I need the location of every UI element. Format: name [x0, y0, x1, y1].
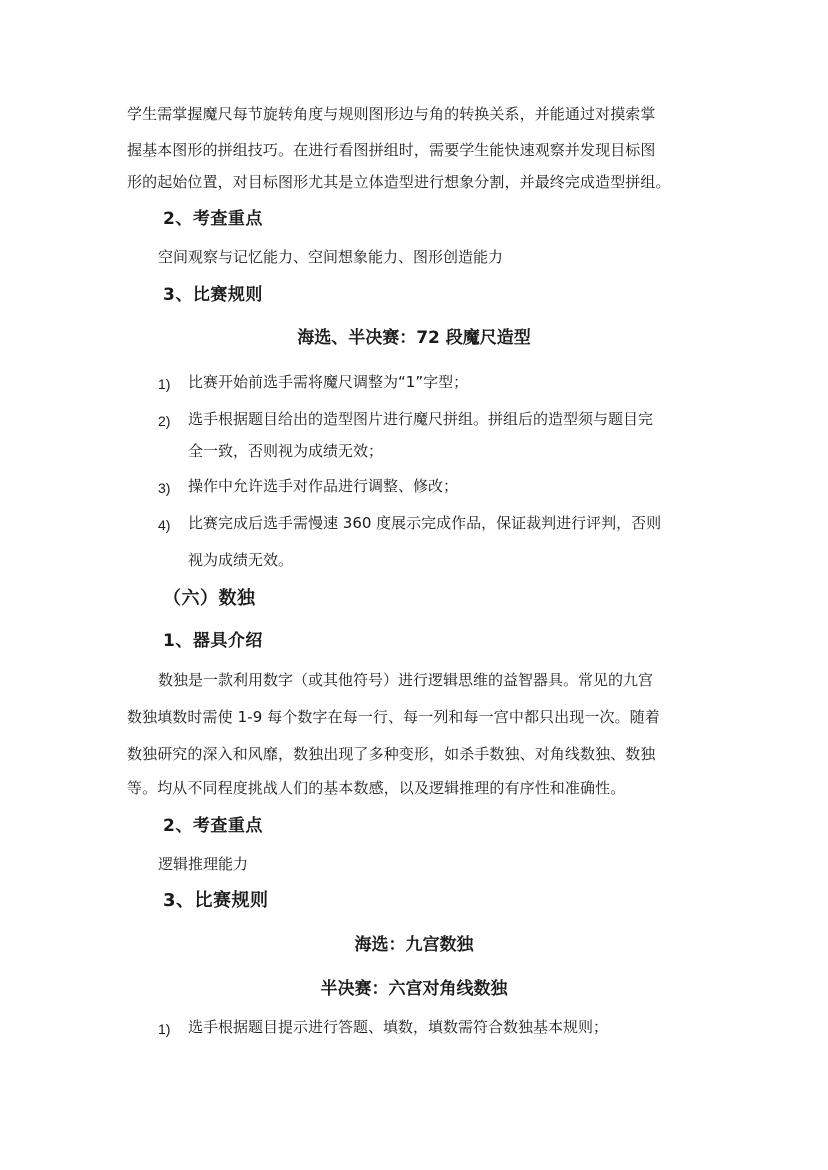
list-text-continued: 全一致，否则视为成绩无效；	[188, 442, 384, 460]
paragraph-line: 数独是一款利用数字（或其他符号）进行逻辑思维的益智器具。常见的九宫	[158, 671, 654, 689]
section-heading-intro: 1、器具介绍	[163, 631, 263, 651]
list-text: 选手根据题目给出的造型图片进行魔尺拼组。拼组后的造型须与题目完	[188, 410, 654, 428]
stage-heading: 海选、半决赛：72 段魔尺造型	[297, 328, 531, 348]
paragraph-line: 数独研究的深入和风靡，数独出现了多种变形，如杀手数独、对角线数独、数独	[127, 745, 656, 763]
list-text-continued: 视为成绩无效。	[188, 551, 294, 569]
list-number: 4)	[158, 517, 171, 533]
list-text: 选手根据题目提示进行答题、填数，填数需符合数独基本规则；	[188, 1018, 609, 1036]
paragraph-line: 形的起始位置，对目标图形尤其是立体造型进行想象分割，并最终完成造型拼组。	[127, 173, 671, 191]
list-number: 1)	[158, 376, 171, 392]
paragraph-line: 学生需掌握魔尺每节旋转角度与规则图形边与角的转换关系，并能通过对摸索掌	[127, 105, 656, 123]
list-text: 比赛开始前选手需将魔尺调整为“1”字型；	[188, 373, 469, 391]
focus-text: 空间观察与记忆能力、空间想象能力、图形创造能力	[158, 248, 504, 266]
paragraph-line: 数独填数时需使 1-9 每个数字在每一行、每一列和每一宫中都只出现一次。随着	[127, 708, 660, 726]
section-heading-focus: 2、考查重点	[163, 209, 263, 229]
paragraph-line: 等。均从不同程度挑战人们的基本数感，以及逻辑推理的有序性和准确性。	[127, 779, 626, 797]
section-heading-focus: 2、考查重点	[163, 816, 263, 836]
focus-text: 逻辑推理能力	[158, 855, 249, 873]
section-heading-rules: 3、比赛规则	[163, 890, 269, 911]
section-heading-rules: 3、比赛规则	[163, 285, 263, 305]
list-text: 比赛完成后选手需慢速 360 度展示完成作品，保证裁判进行评判，否则	[188, 514, 662, 532]
section-title-sudoku: （六）数独	[163, 588, 256, 609]
list-number: 1)	[158, 1021, 171, 1037]
list-number: 3)	[158, 480, 171, 496]
list-number: 2)	[158, 413, 171, 429]
paragraph-line: 握基本图形的拼组技巧。在进行看图拼组时，需要学生能快速观察并发现目标图	[127, 141, 656, 159]
stage-heading: 海选：九宫数独	[354, 935, 474, 955]
stage-heading: 半决赛：六宫对角线数独	[320, 979, 508, 999]
list-text: 操作中允许选手对作品进行调整、修改；	[188, 477, 459, 495]
